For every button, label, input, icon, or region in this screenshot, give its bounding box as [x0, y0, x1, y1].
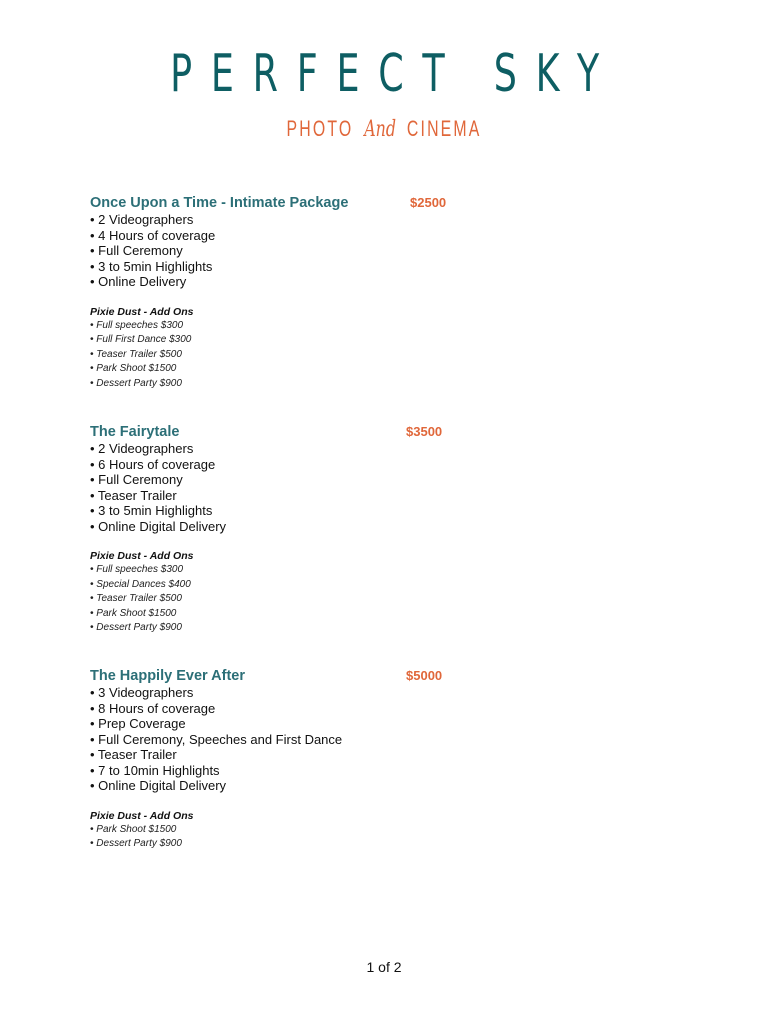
addons-title: Pixie Dust - Add Ons	[90, 809, 194, 822]
list-item: • Prep Coverage	[90, 716, 186, 731]
package-price: $5000	[406, 668, 443, 683]
package-title: The Happily Ever After	[90, 668, 245, 684]
page-number: 1 of 2	[366, 959, 402, 975]
feature-list	[90, 685, 490, 794]
list-item: • Dessert Party $900	[90, 622, 182, 633]
list-item: • 2 Videographers	[90, 441, 194, 456]
list-item: • Teaser Trailer	[90, 747, 177, 762]
package-header	[90, 667, 490, 685]
feature-list	[90, 212, 490, 290]
list-item: • Special Dances $400	[90, 578, 191, 590]
addons-section	[90, 549, 490, 636]
addons-title: Pixie Dust - Add Ons	[90, 550, 194, 562]
list-item: • Online Digital Delivery	[90, 518, 227, 534]
list-item: • 3 to 5min Highlights	[90, 258, 213, 274]
feature-list	[90, 441, 490, 534]
list-item: • 2 Videographers	[90, 212, 194, 227]
list-item: • Teaser Trailer $500	[90, 593, 182, 604]
list-item: • Full speeches $300	[90, 564, 184, 575]
list-item: • Online Delivery	[90, 274, 187, 289]
addons-title: Pixie Dust - Add Ons	[90, 305, 194, 318]
list-item: • Dessert Party $900	[90, 377, 182, 389]
list-item: • Park Shoot $1500	[90, 823, 177, 835]
package-price: $2500	[410, 195, 447, 210]
addons-list	[90, 319, 490, 392]
brand-tagline-and: And	[364, 117, 397, 142]
list-item: • 7 to 10min Highlights	[90, 762, 220, 778]
list-item: • 8 Hours of coverage	[90, 700, 216, 716]
package-happily-ever-after	[90, 667, 490, 852]
brand-name: PERFECT SKY	[170, 44, 618, 104]
list-item: • Teaser Trailer	[90, 487, 177, 503]
package-fairytale	[90, 423, 490, 636]
addons-list	[90, 563, 490, 636]
package-once-upon-a-time	[90, 194, 490, 391]
list-item: • Park Shoot $1500	[90, 363, 177, 374]
list-item: • Dessert Party $900	[90, 838, 182, 849]
list-item: • 4 Hours of coverage	[90, 227, 216, 243]
addons-list	[90, 823, 490, 852]
list-item: • Full Ceremony	[90, 472, 183, 487]
brand-header	[0, 42, 768, 145]
list-item: • Online Digital Delivery	[90, 778, 227, 793]
list-item: • Park Shoot $1500	[90, 607, 177, 619]
list-item: • 3 Videographers	[90, 685, 194, 700]
list-item: • Full Ceremony	[90, 243, 183, 258]
list-item: • Full Ceremony, Speeches and First Dance	[90, 731, 343, 747]
package-header	[90, 423, 490, 441]
package-title: Once Upon a Time - Intimate Package	[90, 195, 349, 211]
brand-tagline-cinema: CINEMA	[406, 116, 482, 141]
list-item: • 3 to 5min Highlights	[90, 503, 213, 518]
list-item: • 6 Hours of coverage	[90, 456, 216, 472]
list-item: • Full First Dance $300	[90, 334, 192, 345]
brand-tagline-photo: PHOTO	[286, 116, 354, 141]
package-title: The Fairytale	[90, 424, 180, 440]
list-item: • Teaser Trailer $500	[90, 348, 182, 360]
list-item: • Full speeches $300	[90, 319, 184, 331]
package-price: $3500	[406, 424, 443, 439]
addons-section	[90, 809, 490, 852]
addons-section	[90, 305, 490, 392]
brand-tagline	[108, 114, 661, 145]
package-header	[90, 194, 490, 212]
